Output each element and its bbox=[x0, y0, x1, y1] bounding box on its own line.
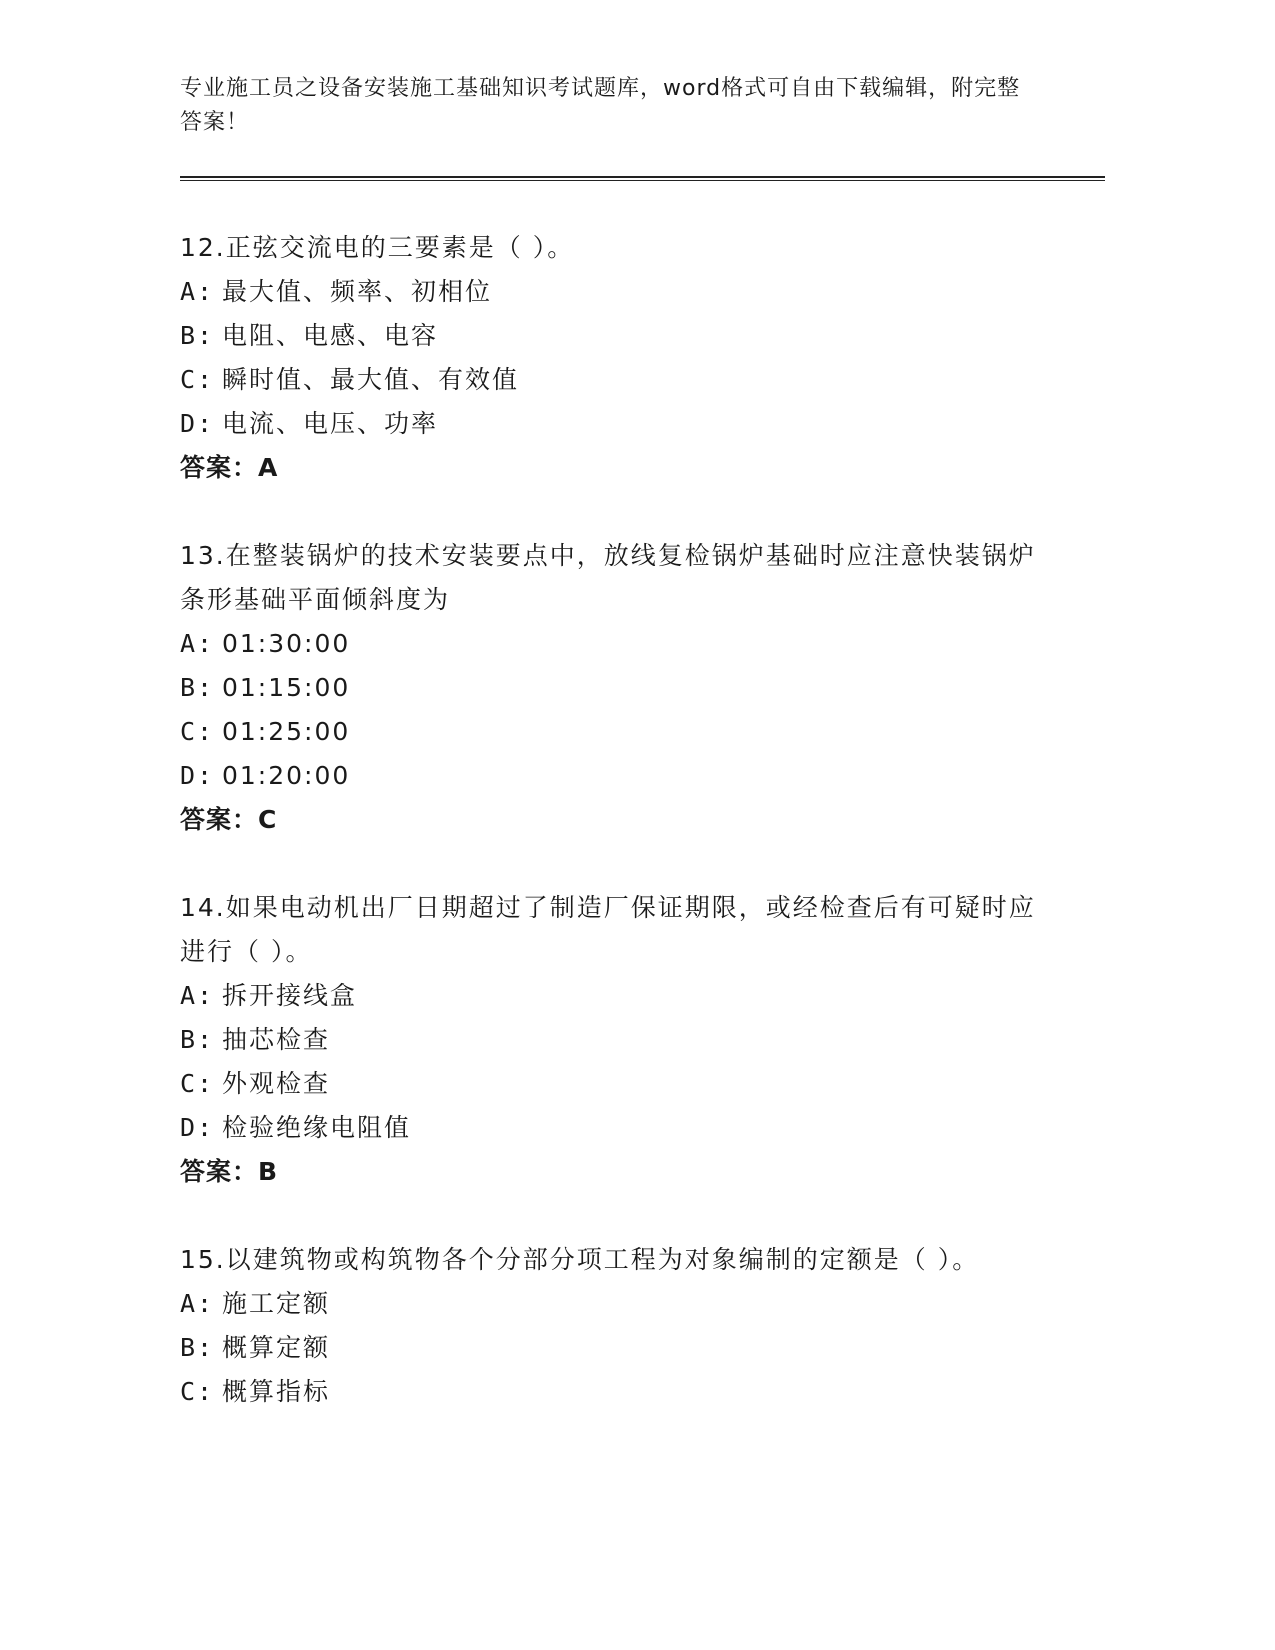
option-letter: C: bbox=[180, 717, 215, 746]
question-list bbox=[180, 226, 1040, 1458]
question-12 bbox=[180, 226, 1040, 490]
option-letter: B: bbox=[180, 1025, 215, 1054]
question-stem: 15.以建筑物或构筑物各个分部分项工程为对象编制的定额是（ ）。 bbox=[180, 1245, 980, 1274]
option-a bbox=[180, 270, 1040, 314]
option-b bbox=[180, 1018, 1040, 1062]
option-letter: B: bbox=[180, 321, 215, 350]
option-letter: A: bbox=[180, 1289, 215, 1318]
option-b bbox=[180, 666, 1040, 710]
option-text: 施工定额 bbox=[222, 1289, 331, 1318]
option-text: 瞬时值、最大值、有效值 bbox=[222, 365, 520, 394]
option-text: 01:30:00 bbox=[222, 629, 351, 658]
question-13 bbox=[180, 534, 1040, 842]
option-letter: B: bbox=[180, 1333, 215, 1362]
header-text: 专业施工员之设备安装施工基础知识考试题库，word格式可自由下载编辑，附完整答案！ bbox=[180, 76, 1021, 135]
answer-line: 答案：A bbox=[180, 453, 279, 482]
option-text: 01:20:00 bbox=[222, 761, 351, 790]
answer-line: 答案：B bbox=[180, 1157, 279, 1186]
option-c bbox=[180, 1062, 1040, 1106]
option-letter: A: bbox=[180, 981, 215, 1010]
question-stem: 12.正弦交流电的三要素是（ ）。 bbox=[180, 233, 575, 262]
option-a bbox=[180, 1282, 1040, 1326]
question-stem: 14.如果电动机出厂日期超过了制造厂保证期限，或经检查后有可疑时应进行（ ）。 bbox=[180, 893, 1036, 966]
option-c bbox=[180, 1370, 1040, 1414]
option-a bbox=[180, 974, 1040, 1018]
option-letter: A: bbox=[180, 277, 215, 306]
option-c bbox=[180, 710, 1040, 754]
question-stem: 13.在整装锅炉的技术安装要点中，放线复检锅炉基础时应注意快装锅炉条形基础平面倾斜度为 bbox=[180, 541, 1036, 614]
option-letter: C: bbox=[180, 1377, 215, 1406]
option-letter: D: bbox=[180, 761, 215, 790]
option-text: 最大值、频率、初相位 bbox=[222, 277, 493, 306]
option-b bbox=[180, 314, 1040, 358]
header-divider-thick bbox=[180, 176, 1105, 178]
question-15 bbox=[180, 1238, 1040, 1414]
option-text: 概算定额 bbox=[222, 1333, 331, 1362]
option-a bbox=[180, 622, 1040, 666]
header-divider-thin bbox=[180, 180, 1105, 181]
option-d bbox=[180, 402, 1040, 446]
option-text: 拆开接线盒 bbox=[222, 981, 358, 1010]
option-c bbox=[180, 358, 1040, 402]
option-text: 01:15:00 bbox=[222, 673, 351, 702]
option-b bbox=[180, 1326, 1040, 1370]
option-letter: D: bbox=[180, 1113, 215, 1142]
option-d bbox=[180, 1106, 1040, 1150]
document-header bbox=[180, 72, 1040, 140]
option-text: 抽芯检查 bbox=[222, 1025, 331, 1054]
option-letter: B: bbox=[180, 673, 215, 702]
option-text: 检验绝缘电阻值 bbox=[222, 1113, 412, 1142]
option-letter: C: bbox=[180, 365, 215, 394]
question-14 bbox=[180, 886, 1040, 1194]
answer-line: 答案：C bbox=[180, 805, 278, 834]
option-text: 概算指标 bbox=[222, 1377, 331, 1406]
option-letter: C: bbox=[180, 1069, 215, 1098]
option-text: 电流、电压、功率 bbox=[222, 409, 439, 438]
option-letter: A: bbox=[180, 629, 215, 658]
option-text: 01:25:00 bbox=[222, 717, 351, 746]
option-letter: D: bbox=[180, 409, 215, 438]
option-text: 电阻、电感、电容 bbox=[222, 321, 439, 350]
option-text: 外观检查 bbox=[222, 1069, 331, 1098]
option-d bbox=[180, 754, 1040, 798]
